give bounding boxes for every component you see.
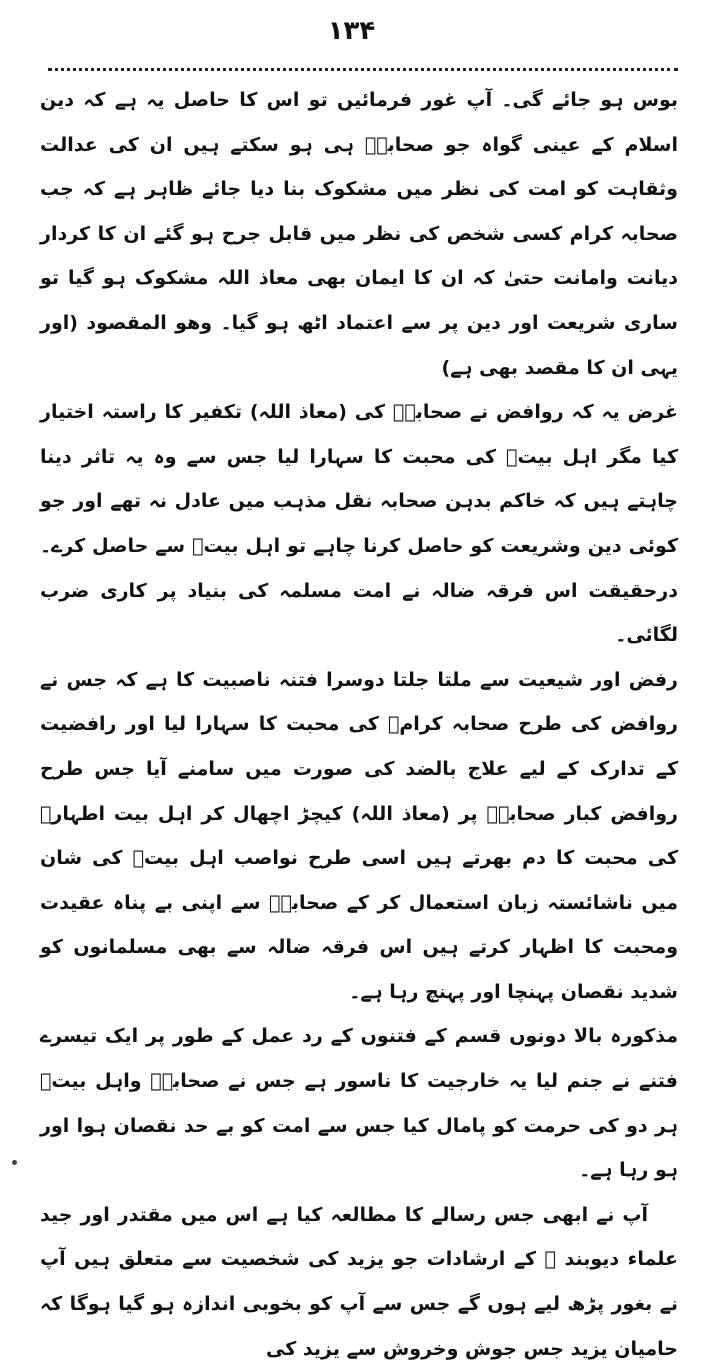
paragraph-3: رفض اور شیعیت سے ملتا جلتا دوسرا فتنہ ناصبیت کا ہے کہ جس نے روافض کی طرح صحابہ کرامؓ کی محبت کا سہارا لیا اور رافضیت کے تدارک کے لیے علاج بالضد کی صورت میں سامنے آیا جس طرح روافض کبار صحابہؓ پر (معاذ اللہ) کیچڑ اچھال کر اہل بیت اطہارؓ کی محبت کا دم بھرتے ہیں اسی طرح نواصب اہل بیتؓ کی شان میں ناشائستہ زبان استعمال کر کے صحابہؓ سے اپنی بے پناہ عقیدت ومحبت کا اظہار کرتے ہیں اس فرقہ ضالہ سے بھی مسلمانوں کو شدید نقصان پہنچا اور پہنچ رہا ہے۔ xyxy=(40,668,678,1003)
paragraph-4: مذکورہ بالا دونوں قسم کے فتنوں کے رد عمل کے طور پر ایک تیسرے فتنے نے جنم لیا یہ خارجیت کا ناسور ہے جس نے صحابہؓ واہل بیتؓ ہر دو کی حرمت کو پامال کیا جس سے امت کو بے حد نقصان ہوا اور ہو رہا ہے۔ xyxy=(40,1025,678,1182)
page-number: ۱۳۴ xyxy=(327,16,376,46)
paragraph-5: آپ نے ابھی جس رسالے کا مطالعہ کیا ہے اس میں مقتدر اور جید علماء دیوبند ﷫ کے ارشادات جو یزید کی شخصیت سے متعلق ہیں آپ نے بغور پڑھ لیے ہوں گے جس سے آپ کو بخوبی اندازہ ہو گیا ہوگا کہ حامیان یزید جس جوش وخروش سے یزید کی xyxy=(40,1203,678,1360)
paragraph-1: بوس ہو جائے گی۔ آپ غور فرمائیں تو اس کا حاصل یہ ہے کہ دین اسلام کے عینی گواہ جو صحابہؓ ہی ہو سکتے ہیں ان کی عدالت وثقاہت کو امت کی نظر میں مشکوک بنا دیا جائے ظاہر ہے کہ جب صحابہ کرام کسی شخص کی نظر میں قابل جرح ہو گئے ان کا کردار دیانت وامانت حتیٰ کہ ان کا ایمان بھی معاذ اللہ مشکوک ہو گیا تو ساری شریعت اور دین پر سے اعتماد اٹھ ہو گیا۔ وھو المقصود (اور یہی ان کا مقصد بھی ہے) xyxy=(40,89,678,379)
body-text xyxy=(40,78,678,1371)
paragraph-2: غرض یہ کہ روافض نے صحابہؓ کی (معاذ اللہ) تکفیر کا راستہ اختیار کیا مگر اہل بیتؓ کی محبت کا سہارا لیا جس سے وہ یہ تاثر دینا چاہتے ہیں کہ خاکم بدہن صحابہ نقل مذہب میں عادل نہ تھے اور جو کوئی دین وشریعت کو حاصل کرنا چاہے تو اہل بیتؓ سے حاصل کرے۔ درحقیقت اس فرقہ ضالہ نے امت مسلمہ کی بنیاد پر کاری ضرب لگائی۔ xyxy=(40,401,678,647)
margin-dot xyxy=(12,1160,17,1165)
header-dotted-rule xyxy=(48,68,678,71)
